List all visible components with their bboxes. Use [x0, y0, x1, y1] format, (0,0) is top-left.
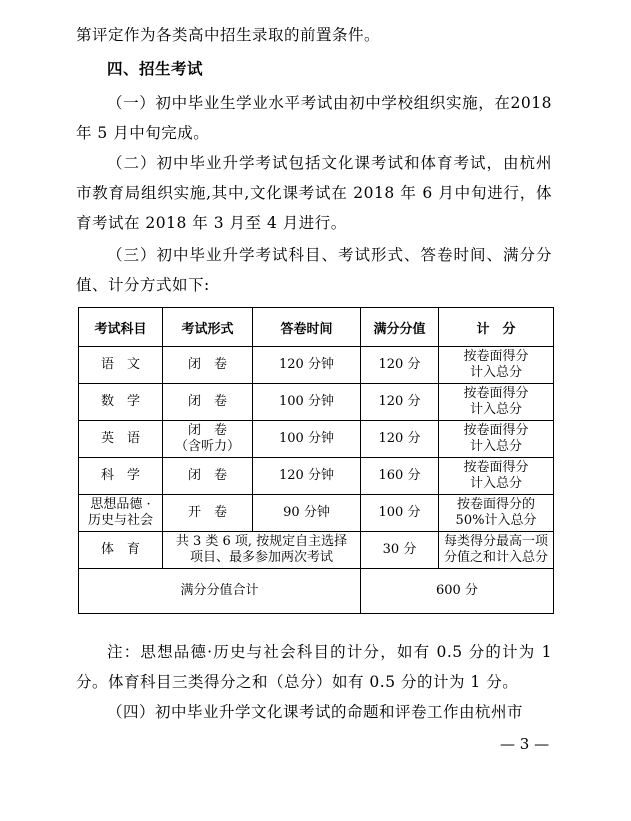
cell-subject: 科 学	[79, 458, 163, 495]
cell-method: 按卷面得分的 50%计入总分	[439, 495, 554, 532]
header-time: 答卷时间	[253, 308, 361, 347]
table-row	[79, 384, 554, 421]
header-method: 计 分	[439, 308, 554, 347]
paragraph-1: （一）初中毕业生学业水平考试由初中学校组织实施，在2018 年 5 月中旬完成。	[76, 94, 552, 142]
cell-time: 120 分钟	[253, 347, 361, 384]
note: 注：思想品德·历史与社会科目的计分，如有 0.5 分的计为 1 分。体育科目三类得分之和（总分）如有 0.5 分的计为 1 分。	[76, 643, 552, 691]
cell-form: 共 3 类 6 项, 按规定自主选择 项目、最多参加两次考试	[163, 532, 361, 569]
cell-score: 120 分	[361, 347, 439, 384]
cell-method: 每类得分最高一项 分值之和计入总分	[439, 532, 554, 569]
cell-form: 闭 卷	[163, 347, 253, 384]
table-row	[79, 347, 554, 384]
cell-score: 100 分	[361, 495, 439, 532]
paragraph-2: （二）初中毕业升学考试包括文化课考试和体育考试，由杭州市教育局组织实施,其中,文化课考试在 2018 年 6 月中旬进行，体育考试在 2018 年 3 月至 4 月进行。	[76, 154, 552, 232]
header-form: 考试形式	[163, 308, 253, 347]
total-label: 满分分值合计	[79, 569, 361, 614]
intro-line: 第评定作为各类高中招生录取的前置条件。	[76, 26, 381, 44]
table-row-sport	[79, 532, 554, 569]
table-row	[79, 495, 554, 532]
cell-time: 100 分钟	[253, 384, 361, 421]
cell-time: 120 分钟	[253, 458, 361, 495]
cell-subject: 数 学	[79, 384, 163, 421]
section-heading: 四、招生考试	[107, 60, 204, 78]
cell-subject: 语 文	[79, 347, 163, 384]
cell-time: 100 分钟	[253, 421, 361, 458]
cell-score: 160 分	[361, 458, 439, 495]
cell-method: 按卷面得分 计入总分	[439, 458, 554, 495]
total-value: 600 分	[361, 569, 554, 614]
cell-time: 90 分钟	[253, 495, 361, 532]
cell-form: 闭 卷	[163, 458, 253, 495]
paragraph-3: （三）初中毕业升学考试科目、考试形式、答卷时间、满分分值、计分方式如下:	[76, 246, 552, 294]
cell-method: 按卷面得分 计入总分	[439, 347, 554, 384]
cell-subject: 英 语	[79, 421, 163, 458]
table-header-row	[79, 308, 554, 347]
page-number: — 3 —	[500, 735, 550, 753]
table-row-total	[79, 569, 554, 614]
cell-form: 闭 卷 （含听力）	[163, 421, 253, 458]
cell-method: 按卷面得分 计入总分	[439, 384, 554, 421]
table-row	[79, 421, 554, 458]
cell-score: 120 分	[361, 384, 439, 421]
header-score: 满分分值	[361, 308, 439, 347]
cell-form: 开 卷	[163, 495, 253, 532]
cell-subject: 思想品德 · 历史与社会	[79, 495, 163, 532]
cell-method: 按卷面得分 计入总分	[439, 421, 554, 458]
table-row	[79, 458, 554, 495]
exam-table	[78, 307, 554, 614]
cell-form: 闭 卷	[163, 384, 253, 421]
header-subject: 考试科目	[79, 308, 163, 347]
cell-score: 120 分	[361, 421, 439, 458]
paragraph-4: （四）初中毕业升学文化课考试的命题和评卷工作由杭州市	[107, 703, 524, 721]
cell-subject: 体 育	[79, 532, 163, 569]
cell-score: 30 分	[361, 532, 439, 569]
